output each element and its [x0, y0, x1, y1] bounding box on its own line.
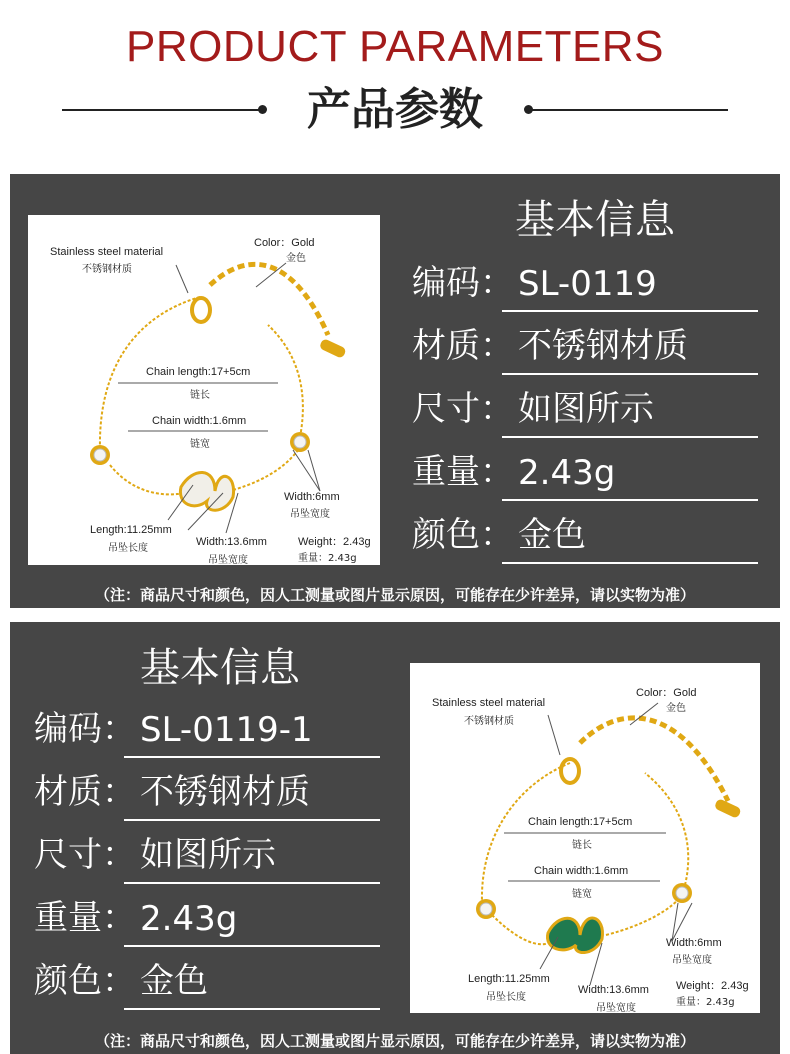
label-chain-length-en: Chain length:17+5cm — [146, 366, 251, 378]
info-value: SL-0119-1 — [140, 710, 313, 750]
label-length-en: Length:11.25mm — [468, 973, 550, 985]
label-pendant-width-cn: 吊坠宽度 — [290, 509, 330, 520]
page-title-en: PRODUCT PARAMETERS — [126, 22, 664, 71]
info-value: 不锈钢材质 — [518, 326, 688, 366]
info-value: 不锈钢材质 — [140, 772, 310, 812]
label-weight-en: Weight：2.43g — [676, 980, 749, 992]
info-label: 材质： — [412, 326, 514, 366]
label-width-en: Width:13.6mm — [578, 984, 649, 996]
product-photo-1 — [28, 215, 380, 565]
info-value: 如图所示 — [140, 835, 276, 875]
label-length-en: Length:11.25mm — [90, 524, 172, 536]
label-chain-length-en: Chain length:17+5cm — [528, 816, 633, 828]
label-pendant-width-en: Width:6mm — [284, 491, 340, 503]
info-value: 金色 — [518, 515, 586, 555]
label-color-en: Color：Gold — [254, 237, 315, 249]
page-title-cn: 产品参数 — [307, 84, 483, 135]
label-chain-length-cn: 链长 — [190, 390, 210, 401]
label-chain-width-cn: 链宽 — [572, 889, 592, 900]
info-underline — [502, 436, 758, 438]
title-divider-right — [530, 109, 728, 111]
disclaimer-note-2: （注：商品尺寸和颜色，因人工测量或图片显示原因，可能存在少许差异，请以实物为准） — [94, 1032, 695, 1050]
label-weight-en: Weight：2.43g — [298, 536, 371, 548]
info-label: 尺寸： — [412, 389, 514, 429]
info-row-size-2 — [34, 828, 380, 884]
info-label: 颜色： — [34, 961, 136, 1001]
info-row-code-1 — [412, 256, 758, 312]
label-material-en: Stainless steel material — [432, 697, 546, 709]
disclaimer-note-1: （注：商品尺寸和颜色，因人工测量或图片显示原因，可能存在少许差异，请以实物为准） — [94, 586, 695, 604]
label-width-cn: 吊坠宽度 — [208, 555, 248, 565]
info-row-weight-1 — [412, 445, 758, 501]
info-label: 尺寸： — [34, 835, 136, 875]
info-value: SL-0119 — [518, 264, 657, 304]
info-label: 材质： — [34, 772, 136, 812]
info-underline — [124, 756, 380, 758]
info-underline — [502, 562, 758, 564]
info-row-color-1 — [412, 508, 758, 564]
info-value: 2.43g — [518, 453, 616, 493]
label-color-cn: 金色 — [286, 253, 306, 264]
label-width-en: Width:13.6mm — [196, 536, 267, 548]
product-panel-1 — [10, 174, 780, 608]
info-underline — [124, 1008, 380, 1010]
label-pendant-width-cn: 吊坠宽度 — [672, 955, 712, 966]
label-material-cn: 不锈钢材质 — [464, 716, 514, 727]
info-row-material-1 — [412, 319, 758, 375]
info-underline — [502, 373, 758, 375]
info-label: 编码： — [412, 263, 514, 303]
label-material-en: Stainless steel material — [50, 246, 164, 258]
info-value: 如图所示 — [518, 389, 654, 429]
info-underline — [124, 819, 380, 821]
label-width-cn: 吊坠宽度 — [596, 1003, 636, 1013]
product-photo-2 — [410, 663, 760, 1013]
info-label: 重量： — [34, 898, 136, 938]
info-underline — [502, 499, 758, 501]
label-color-en: Color：Gold — [636, 687, 697, 699]
label-chain-width-en: Chain width:1.6mm — [534, 865, 629, 877]
info-row-color-2 — [34, 954, 380, 1010]
info-value: 2.43g — [140, 899, 238, 939]
page-title-row — [0, 82, 790, 138]
info-label: 编码： — [34, 709, 136, 749]
info-row-weight-2 — [34, 891, 380, 947]
info-label: 颜色： — [412, 515, 514, 555]
info-row-material-2 — [34, 765, 380, 821]
label-weight-cn: 重量：2.43g — [676, 997, 735, 1008]
info-row-code-2 — [34, 702, 380, 758]
info-row-size-1 — [412, 382, 758, 438]
label-chain-length-cn: 链长 — [572, 840, 592, 851]
label-material-cn: 不锈钢材质 — [82, 264, 132, 275]
label-chain-width-en: Chain width:1.6mm — [152, 415, 247, 427]
label-pendant-width-en: Width:6mm — [666, 937, 722, 949]
info-underline — [502, 310, 758, 312]
label-weight-cn: 重量：2.43g — [298, 553, 357, 564]
product-panel-2 — [10, 622, 780, 1054]
label-color-cn: 金色 — [666, 703, 686, 714]
label-length-cn: 吊坠长度 — [486, 992, 526, 1003]
info-underline — [124, 945, 380, 947]
label-chain-width-cn: 链宽 — [190, 439, 210, 450]
info-label: 重量： — [412, 452, 514, 492]
info-title-1: 基本信息 — [515, 197, 675, 243]
green-butterfly-charm-icon — [547, 918, 602, 952]
info-title-2: 基本信息 — [140, 645, 300, 691]
info-value: 金色 — [140, 961, 208, 1001]
info-underline — [124, 882, 380, 884]
label-length-cn: 吊坠长度 — [108, 543, 148, 554]
